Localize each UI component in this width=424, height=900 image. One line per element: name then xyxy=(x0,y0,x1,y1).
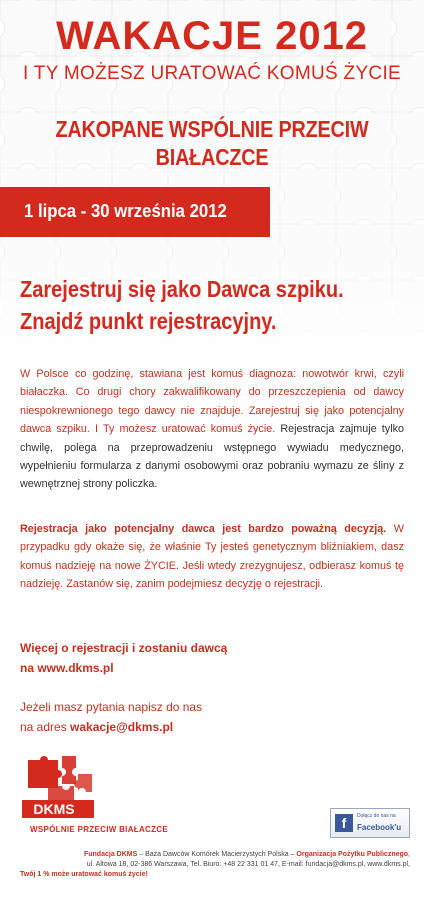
headline xyxy=(20,273,359,337)
poster-subtitle: I TY MOŻESZ URATOWAĆ KOMUŚ ŻYCIE xyxy=(22,63,402,84)
footer-tagline: Twój 1 % może uratować komuś życie! xyxy=(20,871,148,878)
footer-opp: Organizacja Pożytku Publicznego xyxy=(296,851,409,858)
facebook-join-text: Dołącz do nas na xyxy=(357,813,396,819)
more-info-line-1: Więcej o rejestracji i zostaniu dawcą xyxy=(20,641,228,655)
facebook-name: Facebook'u xyxy=(357,823,402,832)
footer-line-1 xyxy=(20,850,410,860)
date-range: 1 lipca - 30 września 2012 xyxy=(24,201,227,221)
contact-info xyxy=(20,697,404,737)
body-paragraph-2-bold: Rejestracja jako potencjalny dawca jest bardzo poważną decyzją. xyxy=(20,523,387,535)
footer-org: Fundacja DKMS xyxy=(83,851,138,858)
logo-tagline: WSPÓLNIE PRZECIW BIAŁACZCE xyxy=(30,825,169,834)
more-info xyxy=(20,638,404,678)
headline-line-2: Znajdź punkt rejestracyjny. xyxy=(20,308,277,334)
footer-address: ul. Altowa 18, 02-386 Warszawa, Tel. Biuro: +48 22 331 01 47, E-mail: fundacja@dkms.pl, www.dkms.pl, xyxy=(86,861,410,868)
body-paragraph-1 xyxy=(20,365,404,494)
body-paragraph-2 xyxy=(20,520,404,594)
contact-line-1: Jeżeli masz pytania napisz do nas xyxy=(20,700,203,714)
website-link[interactable]: na www.dkms.pl xyxy=(20,661,114,675)
body-paragraph-2-rest: W przypadku gdy okaże się, że właśnie Ty jesteś genetycznym bliźniakiem, dasz komuś nadzieję na nowe ŻYCIE. Jeśli wtedy zrezygnujesz, odbierasz komuś tę nadzieję. Zastanów się, zanim podejmiesz decyzję o rejestracji. xyxy=(20,523,404,591)
poster-title: WAKACJE 2012 xyxy=(55,14,369,58)
facebook-badge[interactable] xyxy=(330,808,410,838)
dkms-logo-text xyxy=(22,801,86,817)
contact-line-2 xyxy=(20,717,404,737)
email-link[interactable]: wakacje@dkms.pl xyxy=(70,720,174,734)
campaign-name: ZAKOPANE WSPÓLNIE PRZECIW BIAŁACZCE xyxy=(55,116,369,170)
footer xyxy=(20,850,410,880)
facebook-icon: f xyxy=(335,814,353,832)
body-paragraph-1-rest: Rejestracja zajmuje tylko chwilę, polega na przeprowadzeniu wstępnego wywiadu medycznego, wypełnieniu formularza z danymi osobowymi oraz pobraniu wymazu ze śliny z wewnętrznej strony policzka. xyxy=(20,423,404,491)
logo-wordmark: DKMS xyxy=(33,801,75,817)
body-paragraph-1-lead: W Polsce co godzinę, stawiana jest komuś diagnoza: nowotwór krwi, czyli białaczka. Co drugi chory zakwalifikowany do przeszczepienia od dawcy niespokrewnionego tego dawcy nie znajduje. Zarejestruj się jako potencjalny dawca szpiku. I Ty możesz uratować komuś życie. xyxy=(20,368,404,436)
footer-org-rest: – Baza Dawców Komórek Macierzystych Polska – xyxy=(137,851,297,858)
footer-comma: , xyxy=(408,851,410,858)
contact-prefix: na adres xyxy=(20,720,71,734)
headline-line-1: Zarejestruj się jako Dawca szpiku. xyxy=(20,276,344,302)
